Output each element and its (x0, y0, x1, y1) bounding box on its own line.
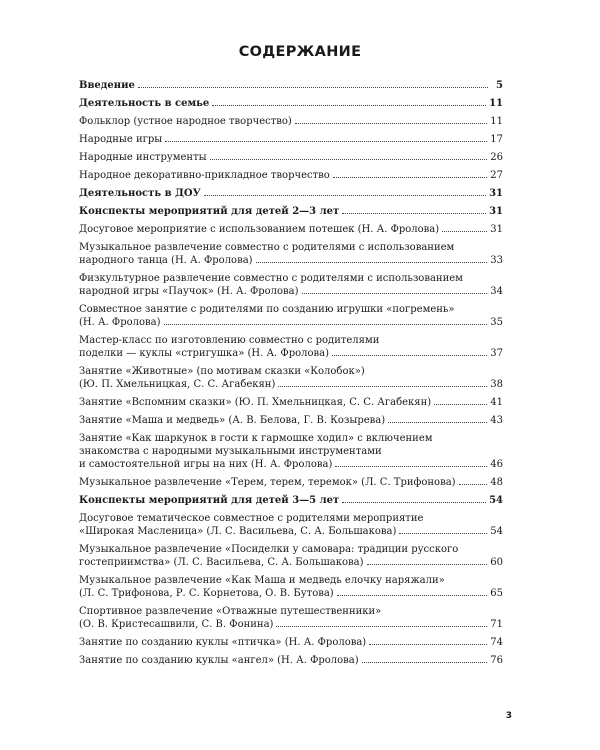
toc-entry[interactable] (79, 241, 503, 267)
toc-entry[interactable] (79, 151, 503, 164)
dot-leader (295, 123, 487, 124)
dot-leader (302, 293, 488, 294)
toc-entry-page: 17 (490, 134, 503, 145)
toc-entry-page: 54 (490, 526, 503, 537)
toc-entry[interactable] (79, 414, 503, 427)
toc-entry-text: Занятие «Маша и медведь» (А. В. Белова, Г. В. Козырева) (79, 415, 386, 426)
toc-entry-page: 31 (489, 206, 503, 217)
toc-entry-page: 48 (490, 477, 503, 488)
toc-entry-text: Деятельность в семье (79, 98, 210, 109)
toc-entry-page: 31 (490, 224, 503, 235)
dot-leader (332, 355, 487, 356)
toc-entry-text: «Широкая Масленица» (Л. С. Васильева, С. А. Большакова) (79, 526, 397, 537)
toc-entry[interactable] (79, 605, 503, 631)
toc-entry-page: 74 (490, 637, 503, 648)
toc-entry[interactable] (79, 476, 503, 489)
dot-leader (165, 141, 487, 142)
toc-entry-text: Спортивное развлечение «Отважные путешественники» (79, 606, 382, 617)
toc-entry-page: 11 (490, 116, 503, 127)
dot-leader (434, 404, 487, 405)
toc-entry-text: Занятие «Вспомним сказки» (Ю. П. Хмельницкая, С. С. Агабекян) (79, 397, 432, 408)
toc-entry-text: (Н. А. Фролова) (79, 317, 161, 328)
dot-leader (164, 324, 488, 325)
toc-entry-text: народного танца (Н. А. Фролова) (79, 255, 253, 266)
dot-leader (342, 213, 486, 214)
toc-entry-page: 38 (490, 379, 503, 390)
toc-entry-page: 33 (490, 255, 503, 266)
dot-leader (204, 195, 486, 196)
table-of-contents (79, 79, 503, 672)
toc-entry-page: 65 (490, 588, 503, 599)
toc-entry[interactable] (79, 115, 503, 128)
toc-entry-text: Музыкальное развлечение «Терем, терем, теремок» (Л. С. Трифонова) (79, 477, 456, 488)
page-number: 3 (505, 711, 512, 721)
dot-leader (362, 662, 488, 663)
toc-entry-text: Занятие по созданию куклы «ангел» (Н. А. Фролова) (79, 655, 359, 666)
toc-entry[interactable] (79, 654, 503, 667)
toc-entry[interactable] (79, 169, 503, 182)
toc-entry-page: 76 (490, 655, 503, 666)
dot-leader (333, 177, 487, 178)
toc-entry[interactable] (79, 396, 503, 409)
toc-entry-text: поделки — куклы «стригушка» (Н. А. Фролова) (79, 348, 330, 359)
dot-leader (442, 231, 487, 232)
dot-leader (278, 386, 487, 387)
dot-leader (256, 262, 488, 263)
toc-entry-page: 35 (490, 317, 503, 328)
toc-entry-text: Народные игры (79, 134, 163, 145)
toc-entry-text: Народные инструменты (79, 152, 207, 163)
dot-leader (212, 105, 486, 106)
dot-leader (399, 533, 487, 534)
toc-entry-page: 54 (489, 495, 503, 506)
toc-entry-page: 11 (489, 98, 503, 109)
toc-entry-text: Музыкальное развлечение «Посиделки у самовара: традиции русского (79, 544, 459, 555)
toc-entry[interactable] (79, 365, 503, 391)
toc-entry-page: 26 (490, 152, 503, 163)
dot-leader (459, 484, 488, 485)
toc-entry-text: Музыкальное развлечение совместно с родителями с использованием (79, 242, 455, 253)
dot-leader (388, 422, 487, 423)
toc-entry[interactable] (79, 432, 503, 471)
toc-entry[interactable] (79, 303, 503, 329)
toc-entry-text: Деятельность в ДОУ (79, 188, 201, 199)
dot-leader (335, 466, 487, 467)
dot-leader (138, 87, 488, 88)
toc-entry-text: Занятие «Животные» (по мотивам сказки «Колобок») (79, 366, 365, 377)
toc-entry-page: 27 (490, 170, 503, 181)
toc-entry-text: Музыкальное развлечение «Как Маша и медведь елочку наряжали» (79, 575, 445, 586)
dot-leader (276, 626, 487, 627)
dot-leader (342, 502, 486, 503)
toc-entry[interactable] (79, 574, 503, 600)
page-title: СОДЕРЖАНИЕ (238, 44, 362, 60)
toc-entry[interactable] (79, 97, 503, 110)
toc-entry-text: (О. В. Кристесашвили, С. В. Фонина) (79, 619, 274, 630)
toc-entry-text: народной игры «Паучок» (Н. А. Фролова) (79, 286, 299, 297)
toc-entry-page: 41 (490, 397, 503, 408)
toc-entry[interactable] (79, 205, 503, 218)
toc-entry[interactable] (79, 223, 503, 236)
toc-entry-text: и самостоятельной игры на них (Н. А. Фролова) (79, 459, 333, 470)
toc-entry[interactable] (79, 79, 503, 92)
toc-entry-text: Физкультурное развлечение совместно с родителями с использованием (79, 273, 463, 284)
toc-entry-text: Совместное занятие с родителями по созданию игрушки «погремень» (79, 304, 455, 315)
toc-entry-text: Конспекты мероприятий для детей 2—3 лет (79, 206, 340, 217)
toc-entry-text: гостеприимства» (Л. С. Васильева, С. А. Большакова) (79, 557, 364, 568)
dot-leader (337, 595, 488, 596)
toc-entry-page: 71 (490, 619, 503, 630)
toc-entry-text: Занятие «Как шаркунок в гости к гармошке ходил» с включением (79, 433, 433, 444)
toc-entry-text: Занятие по созданию куклы «птичка» (Н. А. Фролова) (79, 637, 367, 648)
toc-entry-text: Досуговое мероприятие с использованием потешек (Н. А. Фролова) (79, 224, 440, 235)
toc-entry-text: (Ю. П. Хмельницкая, С. С. Агабекян) (79, 379, 276, 390)
toc-entry-text: Досуговое тематическое совместное с родителями мероприятие (79, 513, 424, 524)
dot-leader (369, 644, 487, 645)
toc-entry-page: 37 (490, 348, 503, 359)
toc-entry-text: Введение (79, 80, 135, 91)
toc-entry[interactable] (79, 272, 503, 298)
toc-entry-text: Конспекты мероприятий для детей 3—5 лет (79, 495, 340, 506)
dot-leader (210, 159, 488, 160)
toc-entry-text: (Л. С. Трифонова, Р. С. Корнетова, О. В. Бутова) (79, 588, 334, 599)
toc-entry[interactable] (79, 494, 503, 507)
toc-entry-page: 43 (490, 415, 503, 426)
toc-entry-page: 5 (496, 80, 503, 91)
toc-entry-page: 31 (489, 188, 503, 199)
toc-entry[interactable] (79, 334, 503, 360)
toc-entry[interactable] (79, 133, 503, 146)
toc-entry[interactable] (79, 187, 503, 200)
toc-entry-page: 60 (490, 557, 503, 568)
toc-entry[interactable] (79, 543, 503, 569)
toc-entry-text: Народное декоративно-прикладное творчество (79, 170, 330, 181)
dot-leader (367, 564, 488, 565)
toc-entry-text: Фольклор (устное народное творчество) (79, 116, 292, 127)
toc-entry[interactable] (79, 512, 503, 538)
toc-entry-text: Мастер-класс по изготовлению совместно с родителями (79, 335, 380, 346)
toc-entry[interactable] (79, 636, 503, 649)
toc-entry-page: 34 (490, 286, 503, 297)
toc-entry-text: знакомства с народными музыкальными инструментами (79, 446, 382, 457)
toc-entry-page: 46 (490, 459, 503, 470)
